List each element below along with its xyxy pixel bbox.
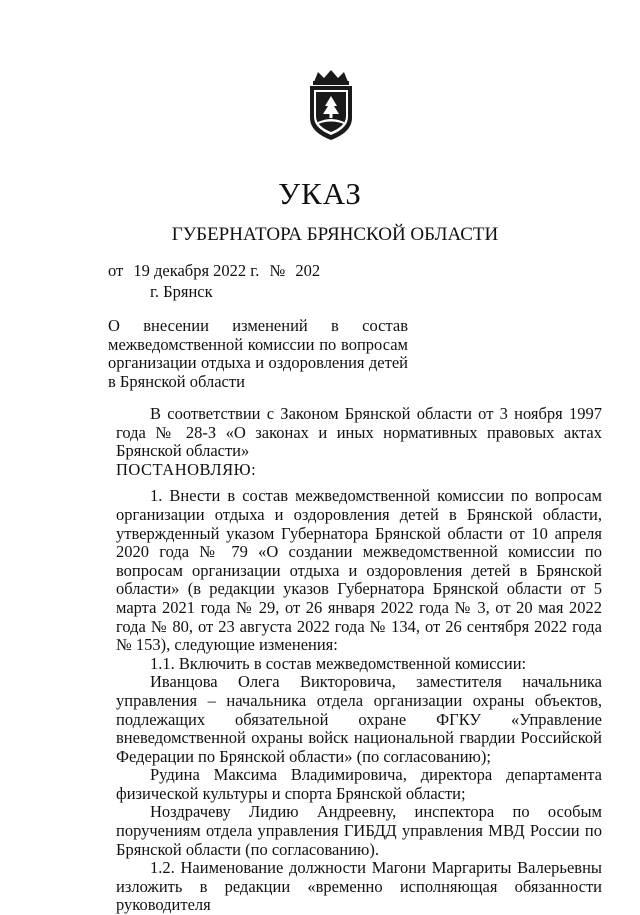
document-subject: О внесении изменений в состав межведомственной комиссии по вопросам организации отдыха и оздоровления детей в Брянской области bbox=[108, 316, 408, 391]
coat-of-arms-icon bbox=[304, 68, 358, 142]
preamble-paragraph: В соответствии с Законом Брянской области от 3 ноября 1997 года № 28-З «О законах и иных нормативных правовых актах Брянской области» bbox=[116, 404, 602, 461]
document-meta bbox=[108, 260, 320, 302]
item-1-paragraph: 1. Внести в состав межведомственной комиссии по вопросам организации отдыха и оздоровления детей в Брянской области, утвержденный указом Губернатора Брянской области от 10 апреля 2020 года № 79 «О создании межведомственной комиссии по вопросам организации отдыха и оздоровления детей в Брянской области» (в редакции указов Губернатора Брянской области от 5 марта 2021 года № 29, от 26 января 2022 года № 3, от 20 мая 2022 года № 80, от 23 августа 2022 года № 134, от 26 сентября 2022 года № 153), следующие изменения: bbox=[116, 486, 602, 655]
item-1-2-paragraph: 1.2. Наименование должности Магони Маргариты Валерьевны изложить в редакции «временно исполняющая обязанности руководителя bbox=[116, 858, 602, 915]
member-paragraph: Иванцова Олега Викторовича, заместителя начальника управления – начальника отдела организации охраны объектов, подлежащих обязательной охране ФГКУ «Управление вневедомственной охраны войск национальной гвардии Российской Федерации по Брянской области» (по согласованию); bbox=[116, 672, 602, 766]
document-body bbox=[116, 405, 602, 915]
item-1-1-paragraph: 1.1. Включить в состав межведомственной комиссии: bbox=[150, 653, 527, 673]
number-sign: № bbox=[269, 261, 286, 280]
member-paragraph: Ноздрачеву Лидию Андреевну, инспектора по особым поручениям отдела управления ГИБДД управления МВД России по Брянской области (по согласованию). bbox=[116, 802, 602, 859]
document-number: 202 bbox=[295, 261, 321, 280]
date-prefix: от bbox=[108, 261, 124, 280]
document-title: УКАЗ bbox=[278, 176, 362, 211]
document-city: г. Брянск bbox=[150, 282, 213, 301]
document-date: 19 декабря 2022 г. bbox=[133, 261, 260, 280]
resolve-heading: ПОСТАНОВЛЯЮ: bbox=[116, 459, 257, 479]
member-paragraph: Рудина Максима Владимировича, директора департамента физической культуры и спорта Брянской области; bbox=[116, 765, 602, 803]
document-subtitle: ГУБЕРНАТОРА БРЯНСКОЙ ОБЛАСТИ bbox=[171, 224, 499, 245]
